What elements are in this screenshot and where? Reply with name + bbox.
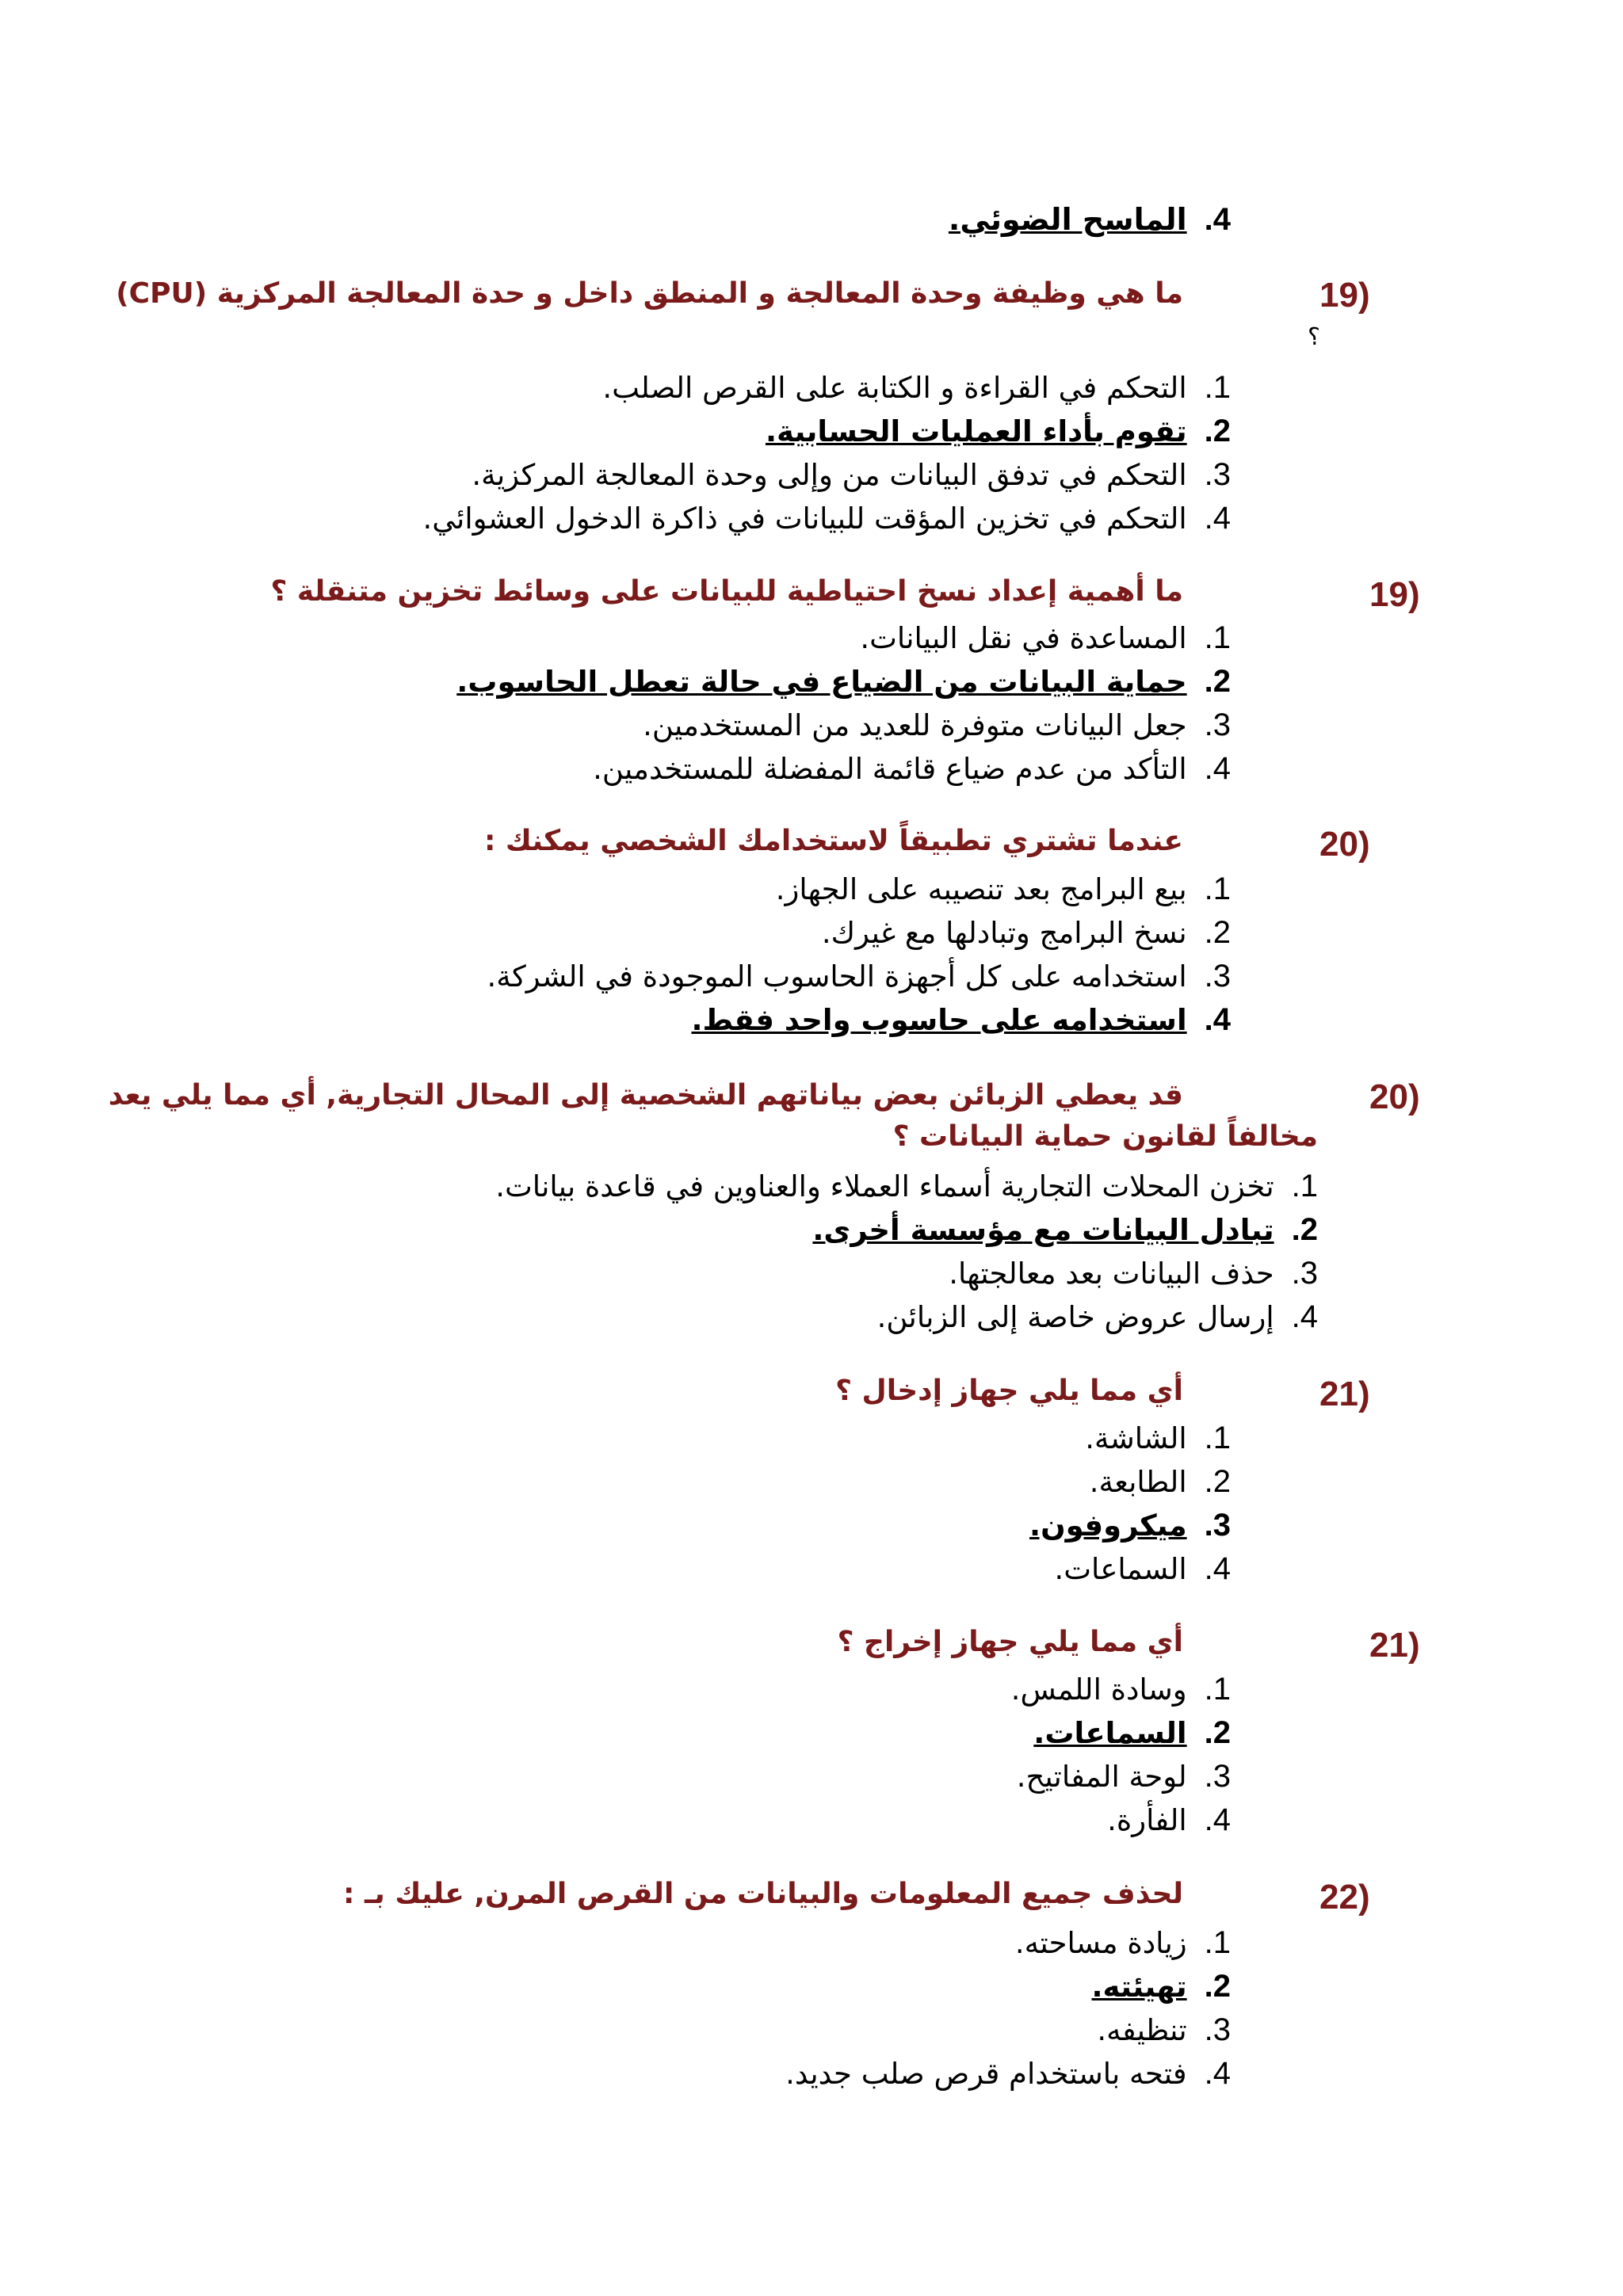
option-4 [422, 497, 1231, 540]
question-text: لحذف جميع المعلومات والبيانات من القرص المرن, عليك بـ : [343, 1878, 1183, 1910]
option-text: تخزن المحلات التجارية أسماء العملاء والعناوين في قاعدة بيانات. [495, 1169, 1274, 1203]
option-number: 2. [1291, 1212, 1318, 1247]
option-2-correct [456, 660, 1231, 704]
option-number: 1. [1204, 1421, 1231, 1455]
option-number: 3. [1204, 707, 1231, 742]
option-number: 4. [1204, 1802, 1231, 1837]
option-2-correct [766, 410, 1231, 453]
option-number: 4. [1204, 751, 1231, 786]
option-number: 3. [1204, 1508, 1231, 1543]
option-number: 1. [1204, 871, 1231, 906]
option-4 [1054, 1547, 1231, 1591]
option-number: 2. [1204, 664, 1231, 699]
question-number: 20) [1369, 1077, 1420, 1116]
option-number: 3. [1204, 457, 1231, 492]
option-text: التأكد من عدم ضياع قائمة المفضلة للمستخدمين. [593, 752, 1187, 786]
option-text: تهيئته. [1091, 1970, 1187, 2004]
option-text: حماية البيانات من الضياع في حالة تعطل الحاسوب. [456, 665, 1187, 699]
option-2-correct [1033, 1711, 1231, 1755]
option-text: استخدامه على حاسوب واحد فقط. [691, 1003, 1187, 1037]
option-text: التحكم في القراءة و الكتابة على القرص الصلب. [602, 371, 1187, 405]
option-number: 4. [1204, 2056, 1231, 2091]
option-2 [1090, 1460, 1231, 1504]
option-text: تنظيفه. [1097, 2013, 1187, 2047]
option-text: استخدامه على كل أجهزة الحاسوب الموجودة في الشركة. [487, 959, 1187, 994]
option-number: 4. [1204, 1551, 1231, 1586]
option-number: 4. [1291, 1299, 1318, 1334]
top-item-text: الماسح الضوئي. [948, 202, 1187, 237]
option-number: 2. [1204, 414, 1231, 448]
option-3 [949, 1252, 1318, 1295]
option-text: فتحه باستخدام قرص صلب جديد. [785, 2057, 1187, 2091]
option-number: 2. [1204, 1464, 1231, 1499]
option-1 [1015, 1921, 1231, 1965]
option-number: 1. [1204, 1925, 1231, 1960]
option-text: إرسال عروض خاصة إلى الزبائن. [876, 1300, 1274, 1334]
option-text: بيع البرامج بعد تنصيبه على الجهاز. [775, 872, 1187, 906]
question-text: أي مما يلي جهاز إخراج ؟ [837, 1626, 1183, 1658]
option-number: 3. [1204, 1759, 1231, 1794]
option-text: السماعات. [1054, 1552, 1187, 1586]
question-number: 19) [1369, 575, 1420, 614]
option-text: تقوم بأداء العمليات الحسابية. [765, 414, 1187, 448]
top-item-number: 4. [1204, 202, 1231, 237]
option-number: 4. [1204, 1002, 1231, 1037]
option-3 [472, 453, 1231, 497]
top-item [949, 198, 1231, 242]
question-number: 21) [1369, 1626, 1420, 1665]
question-number: 19) [1319, 276, 1370, 315]
option-text: الشاشة. [1085, 1421, 1187, 1455]
option-text: حذف البيانات بعد معالجتها. [949, 1257, 1274, 1291]
option-number: 2. [1204, 1715, 1231, 1750]
option-number: 1. [1204, 370, 1231, 405]
option-4 [877, 1295, 1318, 1339]
option-number: 1. [1291, 1169, 1318, 1203]
option-text: وسادة اللمس. [1010, 1672, 1187, 1707]
question-number: 21) [1319, 1375, 1370, 1413]
question-text: أي مما يلي جهاز إدخال ؟ [835, 1375, 1183, 1407]
option-text: جعل البيانات متوفرة للعديد من المستخدمين. [643, 708, 1187, 742]
option-3-correct [1029, 1504, 1231, 1547]
question-number: 20) [1319, 825, 1370, 864]
option-text: زيادة مساحته. [1014, 1926, 1187, 1960]
question-number: 22) [1319, 1878, 1370, 1917]
option-number: 2. [1204, 1969, 1231, 2004]
option-text: ميكروفون. [1029, 1508, 1187, 1543]
option-1 [602, 366, 1231, 410]
option-1 [495, 1165, 1318, 1208]
option-number: 1. [1204, 1672, 1231, 1707]
question-text: قد يعطي الزبائن بعض بياناتهم الشخصية إلى المحال التجارية, أي مما يلي يعد [108, 1079, 1183, 1112]
option-text: لوحة المفاتيح. [1016, 1760, 1187, 1794]
option-number: 1. [1204, 620, 1231, 655]
option-3 [487, 955, 1231, 998]
option-number: 3. [1204, 959, 1231, 994]
option-1 [776, 868, 1231, 911]
question-text: عندما تشتري تطبيقاً لاستخدامك الشخصي يمكنك : [483, 825, 1183, 857]
option-number: 3. [1291, 1256, 1318, 1291]
option-number: 2. [1204, 915, 1231, 950]
question-mark-overflow: ؟ [1308, 323, 1320, 351]
option-2 [822, 911, 1231, 955]
option-text: الفأرة. [1107, 1803, 1187, 1837]
option-text: الطابعة. [1089, 1465, 1187, 1499]
option-1 [860, 616, 1231, 660]
question-text: ما هي وظيفة وحدة المعالجة و المنطق داخل و حدة المعالجة المركزية (CPU) [116, 277, 1183, 310]
option-text: التحكم في تخزين المؤقت للبيانات في ذاكرة الدخول العشوائي. [422, 502, 1187, 536]
question-text: ما أهمية إعداد نسخ احتياطية للبيانات على وسائط تخزين متنقلة ؟ [270, 575, 1183, 608]
option-text: التحكم في تدفق البيانات من وإلى وحدة المعالجة المركزية. [472, 458, 1187, 492]
option-text: المساعدة في نقل البيانات. [860, 621, 1187, 655]
option-4 [593, 747, 1231, 791]
option-3 [1097, 2008, 1231, 2052]
option-number: 4. [1204, 501, 1231, 536]
option-number: 3. [1204, 2012, 1231, 2047]
option-text: نسخ البرامج وتبادلها مع غيرك. [821, 916, 1187, 950]
option-2-correct [1092, 1965, 1232, 2008]
option-1 [1085, 1417, 1231, 1460]
option-4-correct [691, 998, 1231, 1042]
option-2-correct [812, 1208, 1318, 1252]
option-1 [1011, 1668, 1231, 1711]
option-text: تبادل البيانات مع مؤسسة أخرى. [812, 1213, 1274, 1247]
option-3 [1017, 1755, 1231, 1798]
question-text-continued: مخالفاً لقانون حماية البيانات ؟ [892, 1120, 1318, 1153]
option-3 [643, 704, 1231, 747]
option-4 [785, 2052, 1231, 2096]
option-text: السماعات. [1033, 1716, 1187, 1750]
option-4 [1107, 1798, 1231, 1842]
